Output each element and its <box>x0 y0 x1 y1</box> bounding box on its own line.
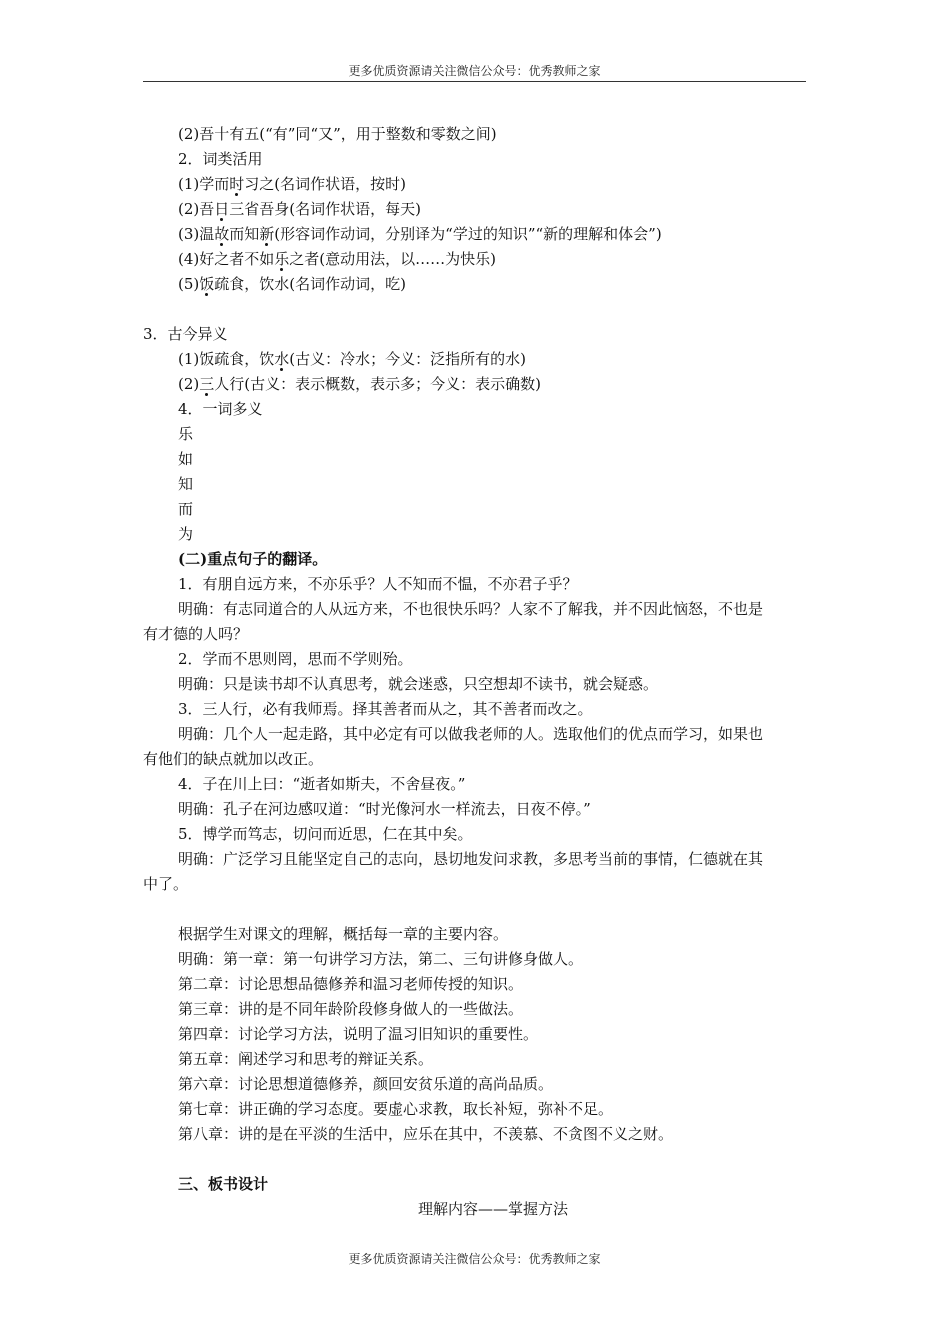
text-segment: 之者(意动用法，以……为快乐) <box>289 250 496 268</box>
answer-5-line-1: 明确：广泛学习且能坚定自己的志向，恳切地发问求教，多思考当前的事情，仁德就在其 <box>178 850 764 868</box>
chapter-summary: 第三章：讲的是不同年龄阶段修身做人的一些做法。 <box>178 1000 524 1018</box>
page-header: 更多优质资源请关注微信公众号：优秀教师之家 <box>348 64 601 78</box>
sentence-5: 5．博学而笃志，切问而近思，仁在其中矣。 <box>178 825 473 843</box>
chapter-summary: 第六章：讨论思想道德修养，颜回安贫乐道的高尚品质。 <box>178 1075 554 1093</box>
duoyi-word: 为 <box>178 525 194 543</box>
duoyi-heading: 4．一词多义 <box>178 400 263 418</box>
text-segment: 疏食，饮水(名词作动词，吃) <box>214 275 406 293</box>
summary-intro: 根据学生对课文的理解，概括每一章的主要内容。 <box>178 925 509 943</box>
sentence-3: 3．三人行，必有我师焉。择其善者而从之，其不善者而改之。 <box>178 700 593 718</box>
header-divider <box>143 81 806 82</box>
emphasized-char: 日 <box>214 200 230 218</box>
emphasized-char: 三 <box>199 375 215 393</box>
huoyong-item-4 <box>178 249 496 269</box>
huoyong-item-5 <box>178 274 406 294</box>
text-segment: (1)饭疏食，饮 <box>178 350 275 368</box>
answer-3-line-1: 明确：几个人一起走路，其中必定有可以做我老师的人。选取他们的优点而学习，如果也 <box>178 725 764 743</box>
text-segment: 人行(古义：表示概数，表示多；今义：表示确数) <box>214 375 541 393</box>
duoyi-word: 乐 <box>178 425 194 443</box>
duoyi-word: 而 <box>178 500 194 518</box>
huoyong-item-3 <box>178 224 662 244</box>
sentence-4: 4．子在川上曰：“逝者如斯夫，不舍昼夜。” <box>178 775 466 793</box>
text-segment: 三省吾身(名词作状语，每天) <box>229 200 421 218</box>
chapter-summary: 第五章：阐述学习和思考的辩证关系。 <box>178 1050 434 1068</box>
gujin-heading: 3．古今异义 <box>143 325 228 343</box>
chapter-summary: 第二章：讨论思想品德修养和温习老师传授的知识。 <box>178 975 524 993</box>
answer-4: 明确：孔子在河边感叹道：“时光像河水一样流去，日夜不停。” <box>178 800 591 818</box>
huoyong-item-1 <box>178 174 406 194</box>
page-footer: 更多优质资源请关注微信公众号：优秀教师之家 <box>348 1252 601 1266</box>
huoyong-heading: 2．词类活用 <box>178 150 263 168</box>
text-segment: (古义：冷水；今义：泛指所有的水) <box>289 350 526 368</box>
duoyi-word: 知 <box>178 475 194 493</box>
emphasized-char: 故 <box>214 225 230 243</box>
gujin-item-1 <box>178 349 526 369</box>
text-segment: 而知 <box>229 225 260 243</box>
answer-1-line-1: 明确：有志同道合的人从远方来，不也很快乐吗？人家不了解我，并不因此恼怒，不也是 <box>178 600 764 618</box>
text-segment: (1)学而 <box>178 175 230 193</box>
text-segment: (4)好之者不如 <box>178 250 275 268</box>
huoyong-item-2 <box>178 199 421 219</box>
tongjia-item-2: (2)吾十有五(“有”同“又”，用于整数和零数之间) <box>178 125 497 143</box>
text-segment: (2)吾 <box>178 200 215 218</box>
emphasized-char: 时 <box>229 175 245 193</box>
emphasized-char: 乐 <box>274 250 290 268</box>
answer-1-line-2: 有才德的人吗？ <box>143 625 249 643</box>
answer-3-line-2: 有他们的缺点就加以改正。 <box>143 750 324 768</box>
text-segment: 习之(名词作状语，按时) <box>244 175 406 193</box>
text-segment: (3)温 <box>178 225 215 243</box>
duoyi-word: 如 <box>178 450 194 468</box>
text-segment: (形容词作动词，分别译为“学过的知识”“新的理解和体会”) <box>274 225 662 243</box>
emphasized-char: 水 <box>274 350 290 368</box>
chapter-summary: 明确：第一章：第一句讲学习方法，第二、三句讲修身做人。 <box>178 950 584 968</box>
board-line: 理解内容——掌握方法 <box>417 1200 568 1218</box>
answer-2: 明确：只是读书却不认真思考，就会迷惑，只空想却不读书，就会疑惑。 <box>178 675 659 693</box>
sentence-2: 2．学而不思则罔，思而不学则殆。 <box>178 650 413 668</box>
emphasized-char: 饭 <box>199 275 215 293</box>
answer-5-line-2: 中了。 <box>143 875 189 893</box>
translation-heading: (二)重点句子的翻译。 <box>178 550 328 568</box>
chapter-summary: 第七章：讲正确的学习态度。要虚心求教，取长补短，弥补不足。 <box>178 1100 614 1118</box>
chapter-summary: 第四章：讨论学习方法，说明了温习旧知识的重要性。 <box>178 1025 539 1043</box>
gujin-item-2 <box>178 374 541 394</box>
emphasized-char: 新 <box>259 225 275 243</box>
sentence-1: 1．有朋自远方来，不亦乐乎？人不知而不愠，不亦君子乎？ <box>178 575 578 593</box>
board-heading: 三、板书设计 <box>178 1175 269 1193</box>
text-segment: (2) <box>178 375 200 393</box>
chapter-summary: 第八章：讲的是在平淡的生活中，应乐在其中，不羡慕、不贪图不义之财。 <box>178 1125 674 1143</box>
text-segment: (5) <box>178 275 200 293</box>
